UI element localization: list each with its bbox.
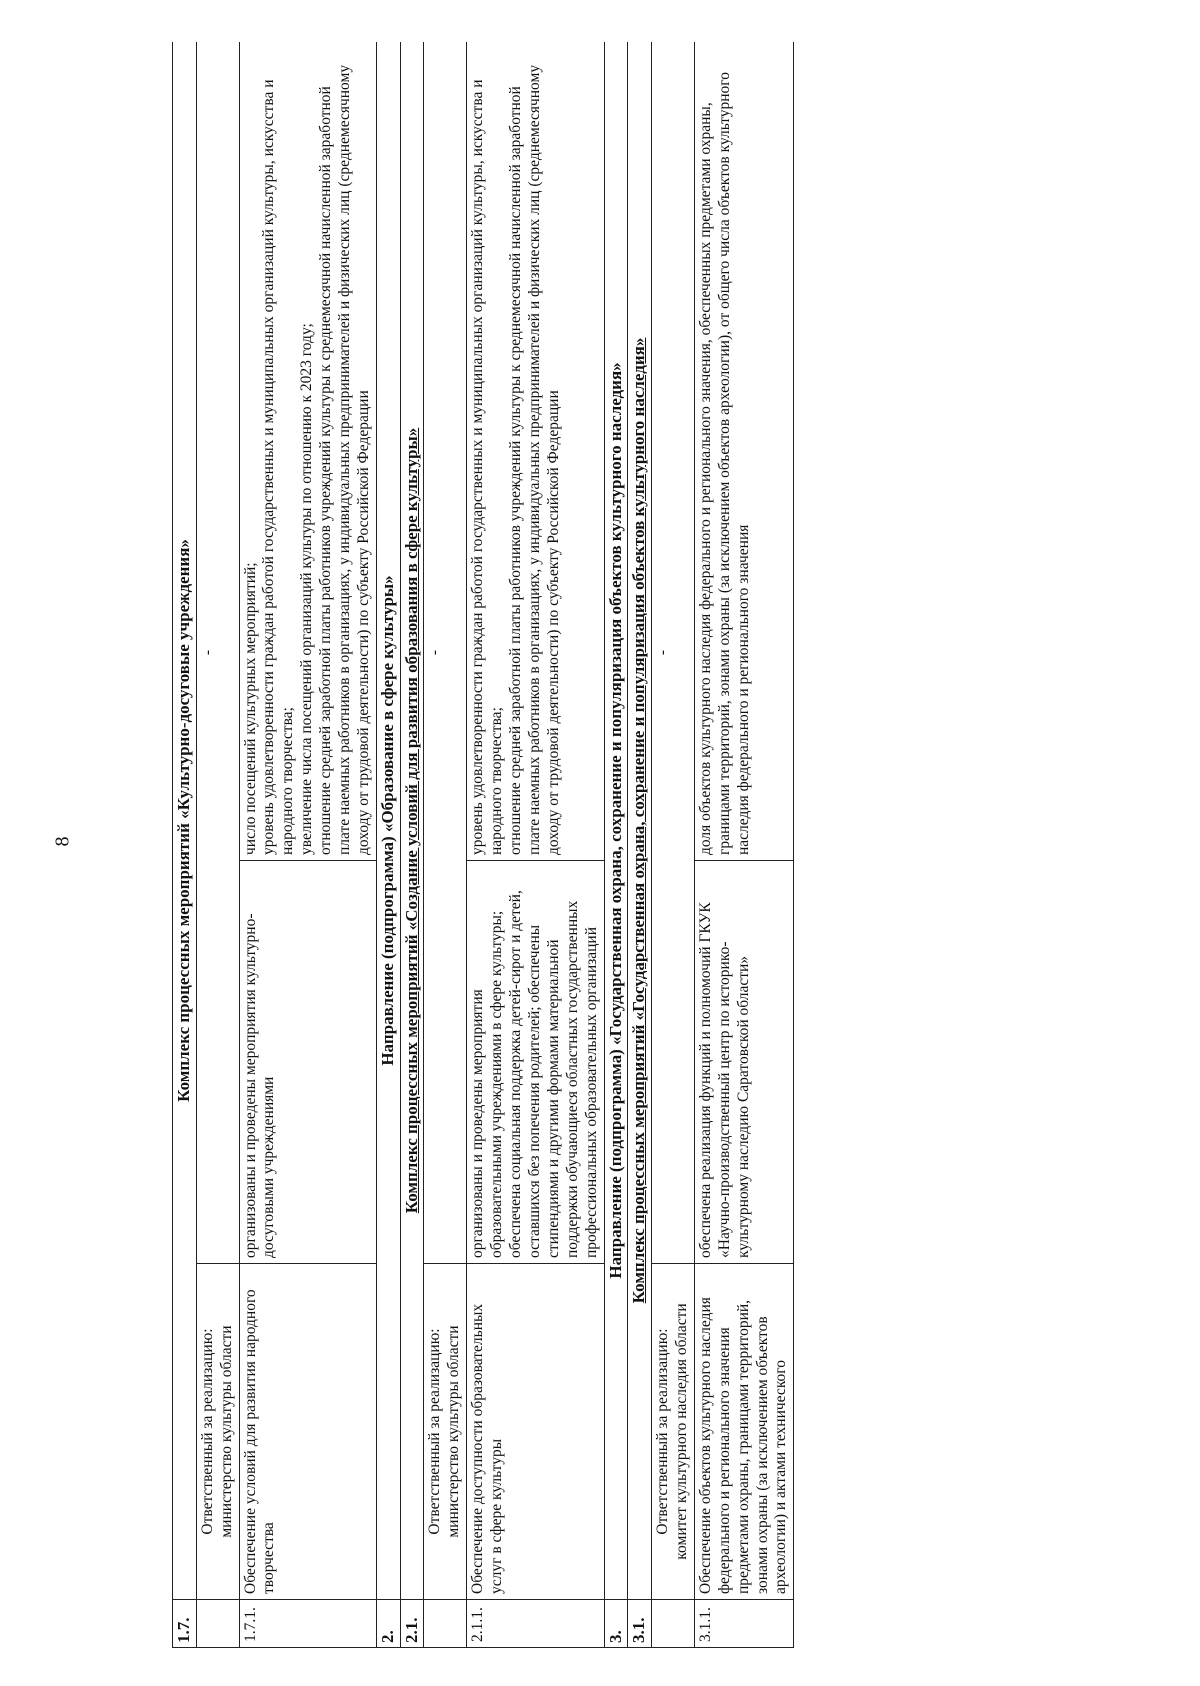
responsible-label: Ответственный за реализацию: — [653, 1328, 671, 1535]
document-sheet — [172, 42, 1112, 1648]
row-number: 1.7. — [173, 1600, 197, 1648]
program-table — [172, 42, 794, 1648]
rotated-table-wrapper — [172, 42, 1112, 1648]
table-row — [196, 42, 239, 1648]
row-number: 2. — [376, 1600, 400, 1648]
table-row — [694, 42, 794, 1648]
table-row — [604, 42, 628, 1648]
row-number: 3.1.1. — [694, 1600, 794, 1648]
empty-dash: - — [651, 42, 694, 1264]
responsible-cell — [424, 1264, 467, 1600]
table-row — [376, 42, 400, 1648]
task-cell: Обеспечение доступности образовательных услуг в сфере культуры — [467, 1264, 604, 1600]
result-cell: организованы и проведены мероприятия образовательными учреждениями в сфере культуры; обеспечена социальная поддержка детей-сирот и детей, оставшихся без попечения родителей; обеспечены стипендиями и другими формами материальной поддержки обучающиеся областных государственных профессиональных образовательных организаций — [467, 861, 604, 1264]
result-cell: обеспечена реализация функций и полномочий ГКУК «Научно-производственный центр по историко-культурному наследию Саратовской области» — [694, 861, 794, 1264]
indicator: уровень удовлетворенности граждан работой государственных и муниципальных организаций культуры, искусства и народного творчества; — [260, 79, 297, 855]
section-heading: Комплекс процессных мероприятий «Создание условий для развития образования в сфере культуры» — [400, 42, 424, 1600]
empty-dash: - — [424, 42, 467, 1264]
section-heading: Комплекс процессных мероприятий «Культурно-досуговые учреждения» — [173, 42, 197, 1600]
indicator: число посещений культурных мероприятий; — [241, 562, 259, 855]
row-number: 3. — [604, 1600, 628, 1648]
table-row — [651, 42, 694, 1648]
indicator: уровень удовлетворенности граждан работой государственных и муниципальных организаций культуры, искусства и народного творчества; — [469, 79, 506, 855]
responsible-cell — [651, 1264, 694, 1600]
result-cell: организованы и проведены мероприятия культурно-досуговыми учреждениями — [239, 861, 376, 1264]
indicators-cell — [239, 42, 376, 861]
table-row — [467, 42, 604, 1648]
row-number: 1.7.1. — [239, 1600, 376, 1648]
table-row — [239, 42, 376, 1648]
task-cell: Обеспечение объектов культурного наследия федерального и регионального значения предметами охраны, границами территорий, зонами охраны (за исключением объектов археологии) и актами технического — [694, 1264, 794, 1600]
responsible-label: Ответственный за реализацию: — [426, 1328, 444, 1535]
table-row — [400, 42, 424, 1648]
table-row — [424, 42, 467, 1648]
responsible-cell — [196, 1264, 239, 1600]
table-row — [173, 42, 197, 1648]
row-number: 2.1. — [400, 1600, 424, 1648]
section-heading: Направление (подпрограмма) «Образование в сфере культуры» — [376, 42, 400, 1600]
section-heading: Направление (подпрограмма) «Государственная охрана, сохранение и популяризация объектов культурного наследия» — [604, 42, 628, 1600]
table-row — [628, 42, 652, 1648]
task-cell: Обеспечение условий для развития народного творчества — [239, 1264, 376, 1600]
section-heading: Комплекс процессных мероприятий «Государственная охрана, сохранение и популяризация объектов культурного наследия» — [628, 42, 652, 1600]
responsible-label: Ответственный за реализацию: — [198, 1328, 216, 1535]
page-number: 8 — [51, 836, 74, 847]
indicator: доля объектов культурного наследия федерального и регионального значения, обеспеченных предметами охраны, границами территорий, зонами охраны (за исключением объектов археологии), от общего числа объектов культурного наследия федерального и регионального значения — [696, 71, 752, 855]
empty-dash: - — [196, 42, 239, 1264]
indicator: отношение средней заработной платы работников учреждений культуры к среднемесячной начисленной заработной плате наемных работников в организациях, у индивидуальных предпринимателей и физических лиц (среднемесячному доходу от трудовой деятельности) по субъекту Российской Федерации — [317, 64, 372, 855]
responsible-org: министерство культуры области — [217, 1325, 235, 1538]
indicators-cell — [467, 42, 604, 861]
row-number: 3.1. — [628, 1600, 652, 1648]
row-number: 2.1.1. — [467, 1600, 604, 1648]
responsible-org: комитет культурного наследия области — [672, 1303, 690, 1560]
indicator: отношение средней заработной платы работников учреждений культуры к среднемесячной начисленной заработной плате наемных работников в организациях, у индивидуальных предпринимателей и физических лиц (среднемесячному доходу от трудовой деятельности) по субъекту Российской Федерации — [506, 64, 562, 855]
responsible-org: министерство культуры области — [445, 1325, 463, 1538]
indicators-cell — [694, 42, 794, 861]
indicator: увеличение числа посещений организаций культуры по отношению к 2023 году; — [298, 323, 316, 855]
